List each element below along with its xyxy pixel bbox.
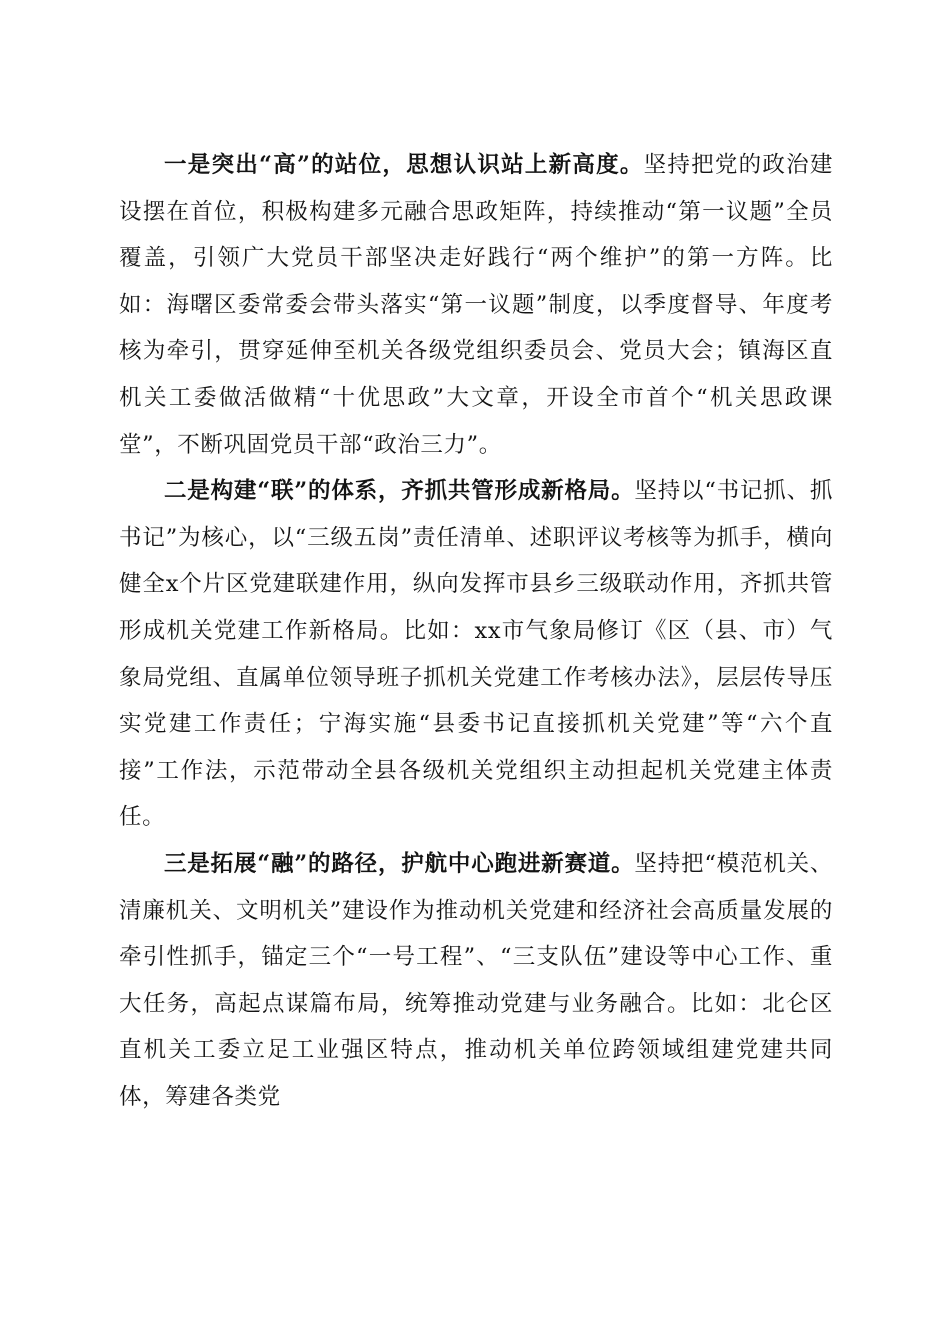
paragraph-1-heading: 一是突出“高”的站位，思想认识站上新高度。 xyxy=(164,152,644,178)
paragraph-3 xyxy=(119,841,833,1121)
document-body xyxy=(119,142,833,1120)
paragraph-2-text: 坚持以“书记抓、抓书记”为核心，以“三级五岗”责任清单、述职评议考核等为抓手，横向健全x个片区党建联建作用，纵向发挥市县乡三级联动作用，齐抓共管形成机关党建工作新格局。比如：xx市气象局修订《区（县、市）气象局党组、直属单位领导班子抓机关党建工作考核办法》，层层传导压实党建工作责任；宁海实施“县委书记直接抓机关党建”等“六个直接”工作法，示范带动全县各级机关党组织主动担起机关党建主体责任。 xyxy=(119,478,833,831)
paragraph-3-text: 坚持把“模范机关、清廉机关、文明机关”建设作为推动机关党建和经济社会高质量发展的牵引性抓手，锚定三个“一号工程”、“三支队伍”建设等中心工作、重大任务，高起点谋篇布局，统筹推动党建与业务融合。比如：北仑区直机关工委立足工业强区特点，推动机关单位跨领域组建党建共同体，筹建各类党 xyxy=(119,850,833,1110)
paragraph-1-text: 坚持把党的政治建设摆在首位，积极构建多元融合思政矩阵，持续推动“第一议题”全员覆盖，引领广大党员干部坚决走好践行“两个维护”的第一方阵。比如：海曙区委常委会带头落实“第一议题”制度，以季度督导、年度考核为牵引，贯穿延伸至机关各级党组织委员会、党员大会；镇海区直机关工委做活做精“十优思政”大文章，开设全市首个“机关思政课堂”，不断巩固党员干部“政治三力”。 xyxy=(119,152,833,458)
paragraph-2 xyxy=(119,468,833,841)
paragraph-3-heading: 三是拓展“融”的路径，护航中心跑进新赛道。 xyxy=(164,850,635,877)
paragraph-2-heading: 二是构建“联”的体系，齐抓共管形成新格局。 xyxy=(164,478,635,505)
paragraph-1 xyxy=(119,142,833,468)
